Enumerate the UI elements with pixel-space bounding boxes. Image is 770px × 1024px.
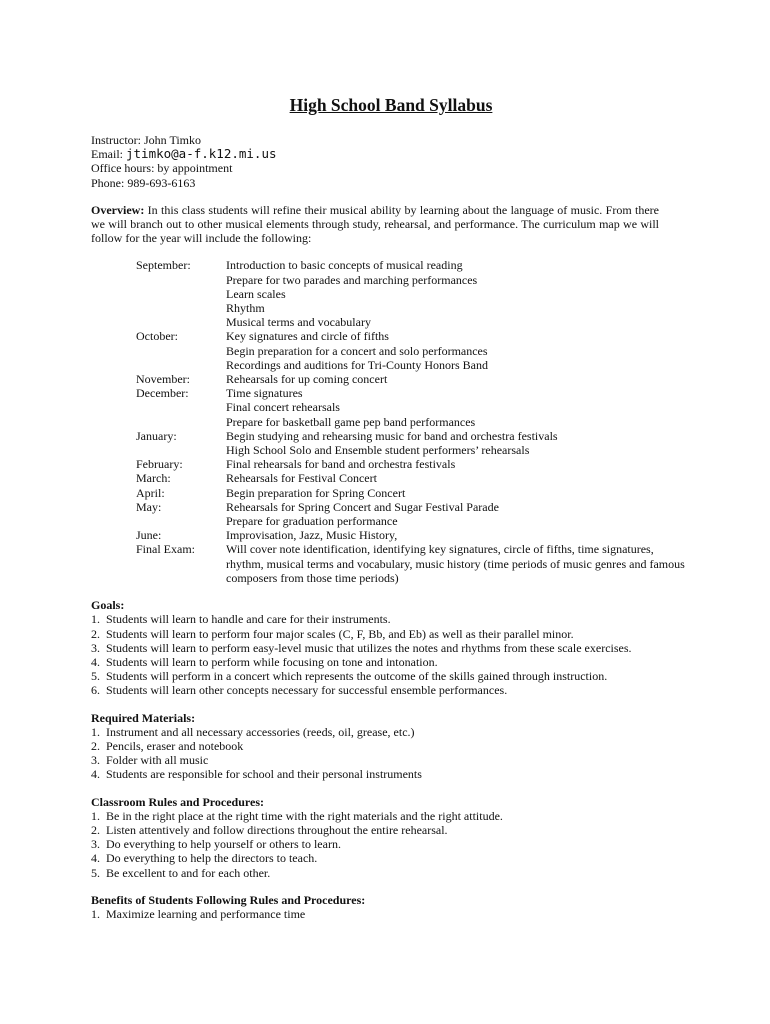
curriculum-month: June: <box>136 528 162 543</box>
list-item-text: Maximize learning and performance time <box>106 906 306 921</box>
overview-text: In this class students will refine their musical ability by learning about the language of music. From there we will branch out to other musical elements through study, rehearsal, and performance. The curriculum map we will follow for the year will include the following: <box>91 202 659 246</box>
curriculum-row <box>136 400 691 414</box>
curriculum-row <box>136 273 691 287</box>
curriculum-month <box>136 301 226 315</box>
syllabus-page <box>91 95 691 921</box>
curriculum-month: March: <box>136 471 171 486</box>
curriculum-row <box>136 471 691 485</box>
list-item-text: Students are responsible for school and their personal instruments <box>106 767 422 782</box>
curriculum-topic: Prepare for basketball game pep band performances <box>226 414 476 429</box>
curriculum-row <box>136 372 691 386</box>
benefits-heading: Benefits of Students Following Rules and Procedures: <box>91 892 366 907</box>
goals-list-item <box>91 641 691 655</box>
list-item-number: 3. <box>91 753 100 768</box>
curriculum-row <box>136 486 691 500</box>
curriculum-month: May: <box>136 499 162 514</box>
email-link[interactable]: jtimko@a-f.k12.mi.us <box>126 146 277 162</box>
list-item-text: Students will learn to perform while focusing on tone and intonation. <box>106 654 438 669</box>
curriculum-topic: Rehearsals for Spring Concert and Sugar Festival Parade <box>226 499 499 514</box>
curriculum-topic: High School Solo and Ensemble student performers’ rehearsals <box>226 443 530 458</box>
list-item-number: 5. <box>91 865 100 880</box>
curriculum-topic: Rehearsals for up coming concert <box>226 372 388 387</box>
page-title: High School Band Syllabus <box>289 95 493 115</box>
goals-list-item <box>91 627 691 641</box>
list-item-text: Students will learn other concepts necessary for successful ensemble performances. <box>106 683 508 698</box>
rules-section <box>91 795 691 880</box>
curriculum-row <box>136 542 691 585</box>
curriculum-topic: Prepare for graduation performance <box>226 514 398 529</box>
curriculum-topic: Improvisation, Jazz, Music History, <box>226 528 398 543</box>
overview-label: Overview: <box>91 202 145 217</box>
curriculum-row <box>136 358 691 372</box>
curriculum-topic: Prepare for two parades and marching performances <box>226 272 478 287</box>
email-line <box>91 147 691 161</box>
curriculum-row <box>136 429 691 443</box>
goals-list-item <box>91 669 691 683</box>
materials-heading: Required Materials: <box>91 710 196 725</box>
list-item-number: 4. <box>91 654 100 669</box>
list-item-number: 1. <box>91 808 100 823</box>
curriculum-month <box>136 514 226 528</box>
goals-list <box>91 612 691 697</box>
rules-list-item <box>91 851 691 865</box>
curriculum-month: February: <box>136 457 183 472</box>
goals-list-item <box>91 683 691 697</box>
curriculum-topic: Musical terms and vocabulary <box>226 315 371 330</box>
list-item-number: 4. <box>91 767 100 782</box>
curriculum-row <box>136 415 691 429</box>
list-item-text: Students will learn to perform easy-level music that utilizes the notes and rhythms from these scale exercises. <box>106 640 632 655</box>
curriculum-topic: Key signatures and circle of fifths <box>226 329 389 344</box>
benefits-section <box>91 893 691 921</box>
curriculum-topic: Rehearsals for Festival Concert <box>226 471 377 486</box>
list-item-number: 2. <box>91 822 100 837</box>
instructor-info <box>91 133 691 190</box>
rules-list-item <box>91 837 691 851</box>
curriculum-month: December: <box>136 386 189 401</box>
goals-list-item <box>91 655 691 669</box>
curriculum-row <box>136 514 691 528</box>
list-item-text: Instrument and all necessary accessories (reeds, oil, grease, etc.) <box>106 724 415 739</box>
rules-list <box>91 809 691 880</box>
rules-list-item <box>91 823 691 837</box>
curriculum-topic: Begin studying and rehearsing music for band and orchestra festivals <box>226 428 558 443</box>
curriculum-row <box>136 344 691 358</box>
curriculum-month: November: <box>136 372 190 387</box>
curriculum-month <box>136 443 226 457</box>
curriculum-row <box>136 457 691 471</box>
list-item-number: 3. <box>91 837 100 852</box>
curriculum-month <box>136 315 226 329</box>
curriculum-topic: Will cover note identification, identifying key signatures, circle of fifths, time signatures, rhythm, musical terms and vocabulary, music history (time periods of music genres and famous composers from those time periods) <box>226 542 685 585</box>
list-item-number: 4. <box>91 851 100 866</box>
curriculum-topic: Final concert rehearsals <box>226 400 340 415</box>
list-item-text: Be excellent to and for each other. <box>106 865 271 880</box>
curriculum-month <box>136 358 226 372</box>
list-item-text: Students will learn to handle and care for their instruments. <box>106 612 391 627</box>
curriculum-row <box>136 500 691 514</box>
curriculum-month: Final Exam: <box>136 542 195 557</box>
rules-list-item <box>91 809 691 823</box>
curriculum-topic: Introduction to basic concepts of musical reading <box>226 258 463 273</box>
materials-list-item <box>91 739 691 753</box>
list-item-text: Do everything to help yourself or others to learn. <box>106 837 341 852</box>
list-item-text: Listen attentively and follow directions throughout the entire rehearsal. <box>106 822 448 837</box>
curriculum-month: October: <box>136 329 178 344</box>
office-hours-line: Office hours: by appointment <box>91 161 233 176</box>
overview-paragraph <box>91 203 659 246</box>
materials-section <box>91 711 691 782</box>
email-label: Email: <box>91 147 123 162</box>
list-item-number: 3. <box>91 640 100 655</box>
curriculum-row <box>136 443 691 457</box>
rules-list-item <box>91 866 691 880</box>
curriculum-month <box>136 273 226 287</box>
curriculum-month <box>136 344 226 358</box>
instructor-line: Instructor: John Timko <box>91 133 202 147</box>
list-item-text: Students will learn to perform four major scales (C, F, Bb, and Eb) as well as their parallel minor. <box>106 626 574 641</box>
list-item-text: Do everything to help the directors to teach. <box>106 851 318 866</box>
list-item-number: 1. <box>91 612 100 627</box>
curriculum-month: April: <box>136 485 165 500</box>
materials-list-item <box>91 767 691 781</box>
curriculum-topic: Learn scales <box>226 286 286 301</box>
curriculum-row <box>136 258 691 272</box>
curriculum-topic: Final rehearsals for band and orchestra festivals <box>226 457 456 472</box>
list-item-number: 5. <box>91 669 100 684</box>
materials-list <box>91 725 691 782</box>
curriculum-topic: Recordings and auditions for Tri-County Honors Band <box>226 357 488 372</box>
curriculum-topic: Rhythm <box>226 301 265 316</box>
list-item-text: Pencils, eraser and notebook <box>106 738 244 753</box>
curriculum-month <box>136 287 226 301</box>
curriculum-row <box>136 315 691 329</box>
curriculum-row <box>136 528 691 542</box>
list-item-number: 6. <box>91 683 100 698</box>
goals-heading: Goals: <box>91 598 125 613</box>
materials-list-item <box>91 725 691 739</box>
list-item-text: Folder with all music <box>106 753 209 768</box>
rules-heading: Classroom Rules and Procedures: <box>91 794 265 809</box>
phone-line: Phone: 989-693-6163 <box>91 175 196 190</box>
list-item-number: 1. <box>91 906 100 921</box>
curriculum-topic: Begin preparation for a concert and solo performances <box>226 343 488 358</box>
list-item-text: Be in the right place at the right time with the right materials and the right attitude. <box>106 808 503 823</box>
curriculum-month: September: <box>136 258 191 273</box>
list-item-number: 2. <box>91 738 100 753</box>
curriculum-row <box>136 287 691 301</box>
curriculum-topic: Begin preparation for Spring Concert <box>226 485 406 500</box>
list-item-text: Students will perform in a concert which represents the outcome of the skills gained through instruction. <box>106 669 608 684</box>
curriculum-topic: Time signatures <box>226 386 303 401</box>
curriculum-month <box>136 415 226 429</box>
curriculum-row <box>136 329 691 343</box>
benefits-list-item <box>91 907 691 921</box>
curriculum-map <box>136 258 691 585</box>
goals-list-item <box>91 612 691 626</box>
curriculum-row <box>136 386 691 400</box>
curriculum-month: January: <box>136 428 177 443</box>
list-item-number: 1. <box>91 724 100 739</box>
benefits-list <box>91 907 691 921</box>
goals-section <box>91 598 691 697</box>
list-item-number: 2. <box>91 626 100 641</box>
curriculum-row <box>136 301 691 315</box>
curriculum-month <box>136 400 226 414</box>
materials-list-item <box>91 753 691 767</box>
